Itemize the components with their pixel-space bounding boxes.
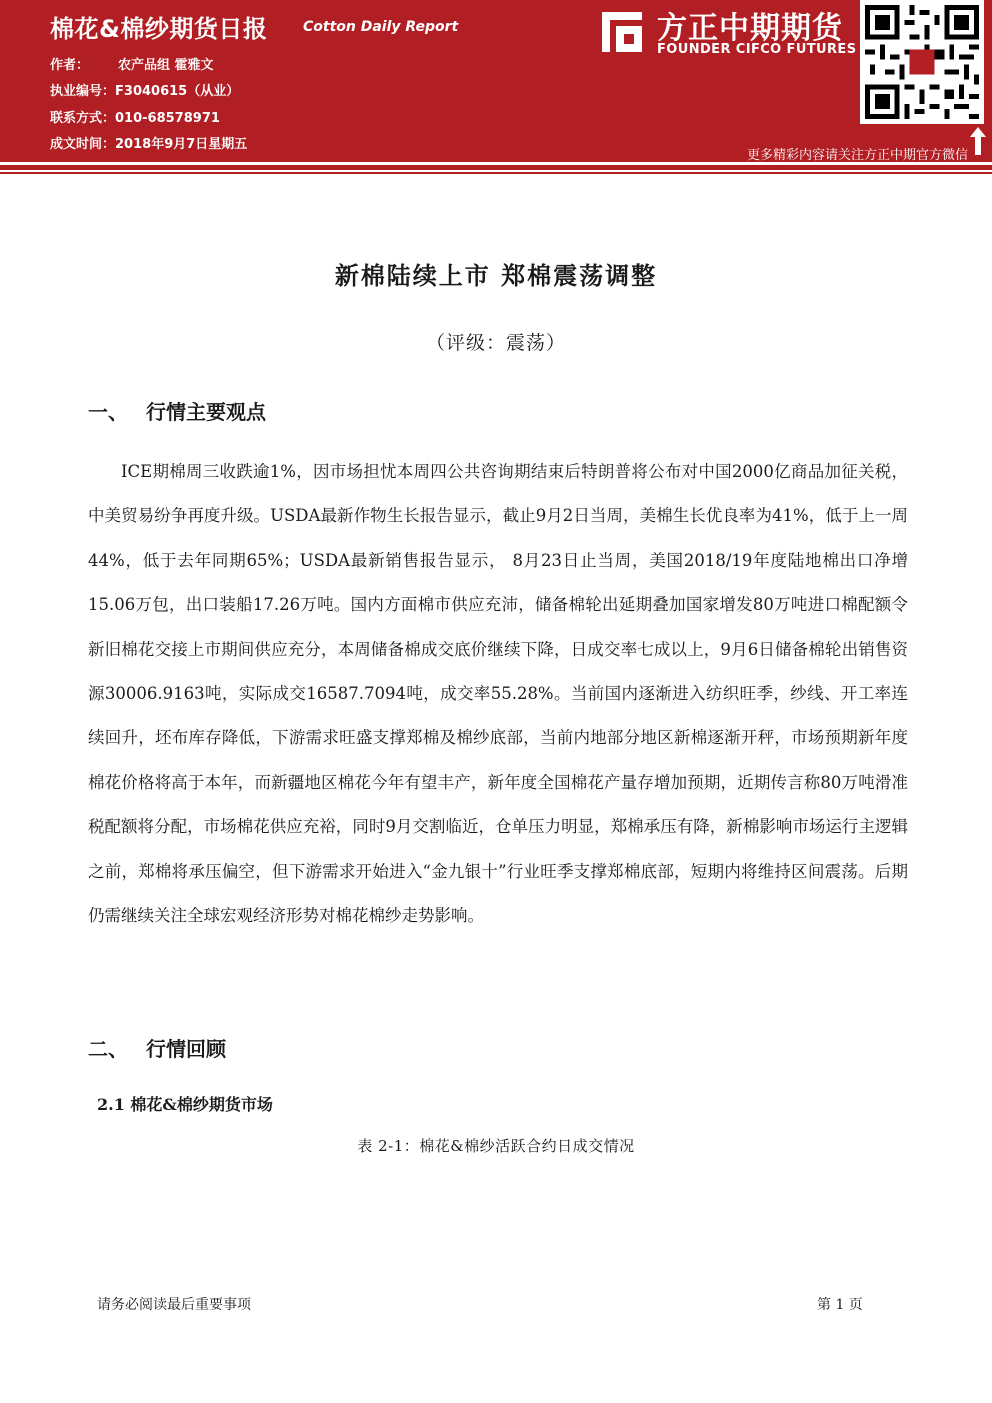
main-paragraph: ICE期棉周三收跌逾1%，因市场担忧本周四公共咨询期结束后特朗普将公布对中国2000亿商品加征关税，中美贸易纷争再度升级。USDA最新作物生长报告显示，截止9月2日当周，美棉生长优良率为41%，低于上一周44%，低于去年同期65%；USDA最新销售报告显示， 8月23日止当周，美国2018/19年度陆地棉出口净增15.06万包，出口装船17.26万吨。国内方面棉市供应充沛，储备棉轮出延期叠加国家增发80万吨进口棉配额令新旧棉花交接上市期间供应充分，本周储备棉成交底价继续下降，日成交率七成以上，9月6日储备棉轮出销售资源30006.9163吨，实际成交16587.7094吨，成交率55.28%。当前国内逐渐进入纺织旺季，纱线、开工率连续回升，坯布库存降低，下游需求旺盛支撑郑棉及棉纱底部，当前内地部分地区新棉逐渐开秤，市场预期新年度棉花价格将高于本年，而新疆地区棉花今年有望丰产，新年度全国棉花产量存增加预期，近期传言称80万吨滑准税配额将分配，市场棉花供应充裕，同时9月交割临近，仓单压力明显，郑棉承压有降，新棉影响市场运行主逻辑之前，郑棉将承压偏空，但下游需求开始进入“金九银十”行业旺季支撑郑棉底部，短期内将维持区间震荡。后期仍需继续关注全球宏观经济形势对棉花棉纱走势影响。 (88, 462, 908, 926)
meta-date: 成文时间：2018年9月7日星期五 (50, 137, 248, 152)
subsection-heading: 2.1 棉花&棉纱期货市场 (97, 1095, 273, 1114)
header-divider-thin (0, 172, 992, 174)
page-number: 第 1 页 (817, 1297, 863, 1313)
meta-author: 作者： 农产品组 霍雅文 (50, 58, 214, 73)
footer-notice: 请务必阅读最后重要事项 (97, 1297, 251, 1313)
rating: （评级：震荡） (425, 332, 566, 354)
meta-contact: 联系方式：010-68578971 (50, 111, 220, 126)
header-divider (0, 165, 992, 170)
document-title: 新棉陆续上市 郑棉震荡调整 (334, 261, 658, 290)
qr-code-icon (860, 0, 984, 124)
qr-note: 更多精彩内容请关注方正中期官方微信 (746, 148, 968, 163)
meta-license: 执业编号：F3040615（从业） (50, 84, 240, 99)
founder-logo-icon (598, 8, 646, 56)
section-heading-1: 一、 行情主要观点 (88, 400, 266, 424)
report-title-en: Cotton Daily Report (303, 19, 459, 35)
report-header (0, 0, 992, 162)
table-caption: 表 2-1：棉花&棉纱活跃合约日成交情况 (357, 1137, 635, 1155)
company-logo-cn: 方正中期期货 (657, 11, 843, 46)
report-title: 棉花&棉纱期货日报 (50, 15, 268, 43)
up-arrow-icon (968, 126, 988, 156)
company-logo-en: FOUNDER CIFCO FUTURES (657, 42, 857, 57)
section-heading-2: 二、 行情回顾 (88, 1037, 226, 1061)
